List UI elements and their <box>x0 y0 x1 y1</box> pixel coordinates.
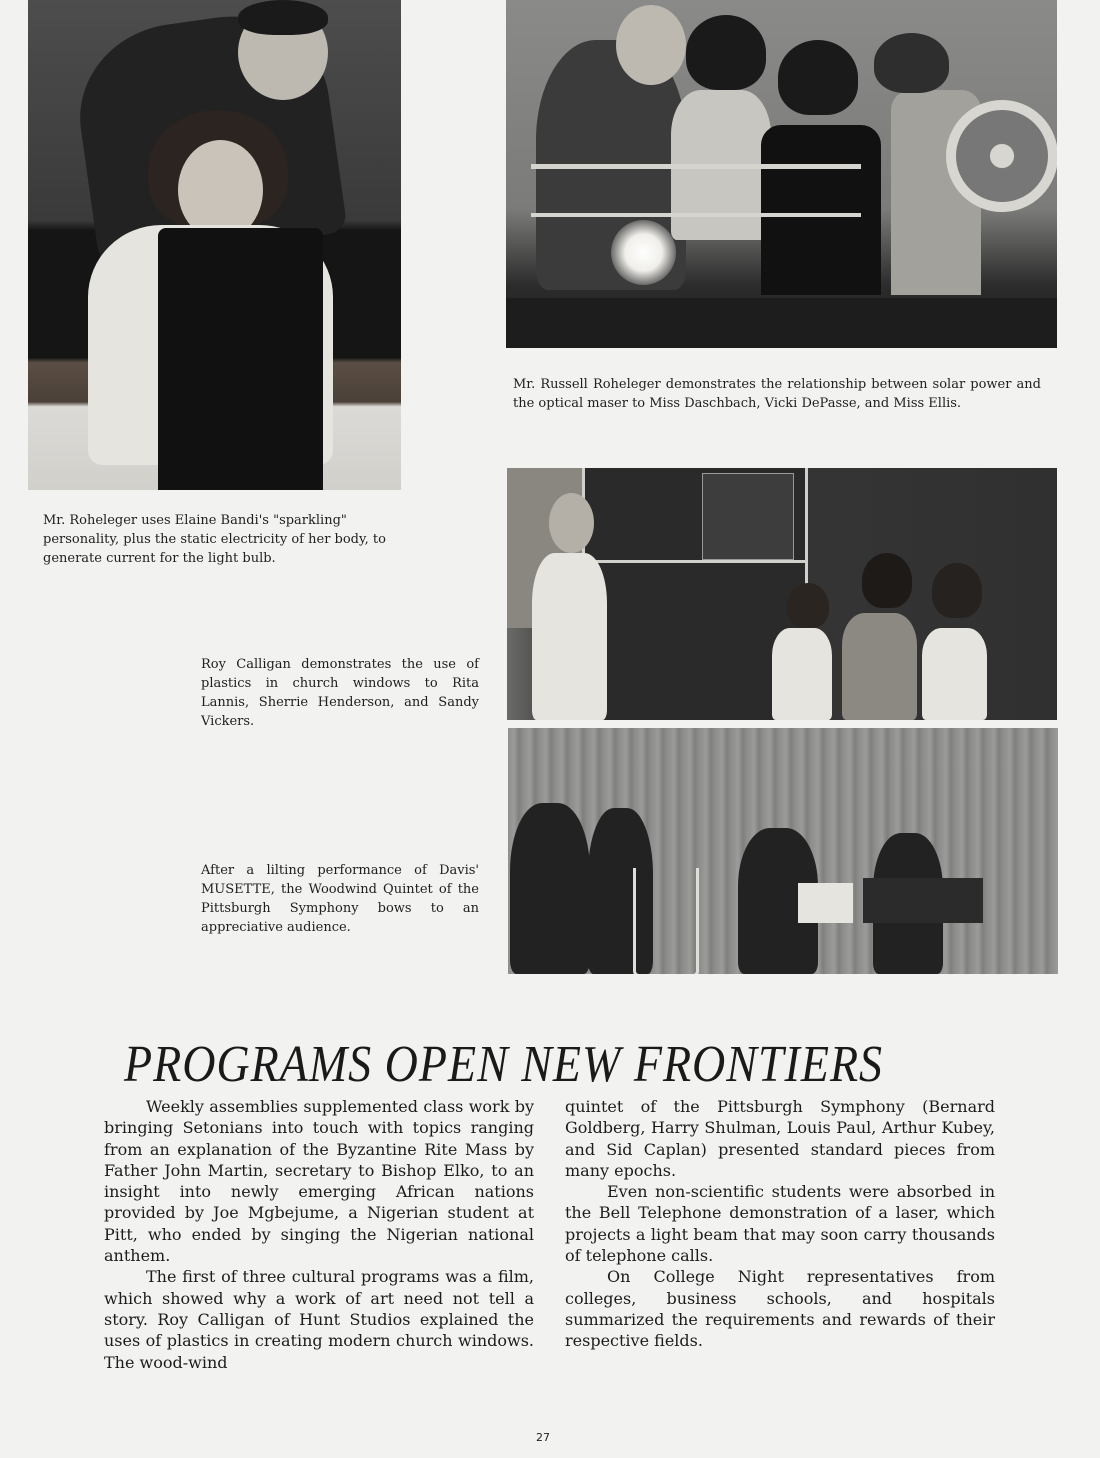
lannis-hair <box>787 583 829 628</box>
article-paragraph: The first of three cultural programs was a film, which showed why a work of art need not tell a story. Roy Calligan of Hunt Studios explained the uses of plastics in creating modern church windows. The wood-wind <box>104 1267 534 1372</box>
article-headline: PROGRAMS OPEN NEW FRONTIERS <box>124 1035 884 1093</box>
article-column-left <box>104 1096 534 1373</box>
chair <box>633 868 699 974</box>
daschbach-hair <box>686 15 766 90</box>
photo-woodwind-quintet <box>508 728 1058 974</box>
vickers-figure <box>922 628 987 720</box>
henderson-figure <box>842 613 917 720</box>
depasse-hair <box>778 40 858 115</box>
ellis-hair <box>874 33 949 93</box>
roheleger-head <box>616 5 686 85</box>
film-reel <box>946 100 1057 212</box>
photo-maser-demonstration <box>506 0 1057 348</box>
maser-rail-bottom <box>531 213 861 217</box>
calligan-figure <box>532 553 607 720</box>
girl-vest <box>158 228 323 490</box>
lannis-figure <box>772 628 832 720</box>
caption-photo2: Mr. Russell Roheleger demonstrates the relationship between solar power and the optical maser to Miss Daschbach, Vicki DePasse, and Miss Ellis. <box>513 377 1041 411</box>
page-number: 27 <box>536 1431 550 1444</box>
article-paragraph: quintet of the Pittsburgh Symphony (Bernard Goldberg, Harry Shulman, Louis Paul, Arthur Kubey, and Sid Caplan) presented standard pieces from many epochs. <box>565 1097 995 1180</box>
music-stand-1 <box>798 883 853 923</box>
photo-plastics-church-windows <box>507 468 1057 720</box>
maser-rail-top <box>531 164 861 169</box>
depasse-figure <box>761 125 881 295</box>
photo-roheleger-static-electricity <box>28 0 401 490</box>
article-column-right <box>565 1096 995 1352</box>
article-paragraph: Even non-scientific students were absorbed in the Bell Telephone demonstration of a laser, which projects a light beam that may soon carry thousands of telephone calls. <box>565 1182 995 1266</box>
music-stand-2 <box>863 878 983 923</box>
man-hair <box>238 0 328 35</box>
henderson-hair <box>862 553 912 608</box>
vickers-hair <box>932 563 982 618</box>
flutist-bowing <box>510 803 590 974</box>
caption-photo3: Roy Calligan demonstrates the use of plastics in church windows to Rita Lannis, Sherrie Henderson, and Sandy Vickers. <box>201 657 479 729</box>
caption-photo4: After a lilting performance of Davis' MUSETTE, the Woodwind Quintet of the Pittsburgh Symphony bows to an appreciative audience. <box>201 863 479 935</box>
calligan-head <box>549 493 594 553</box>
stained-glass-madonna <box>702 473 794 560</box>
stage-table <box>506 298 1057 348</box>
article-paragraph: On College Night representatives from colleges, business schools, and hospitals summarized the requirements and rewards of their respective fields. <box>565 1267 995 1351</box>
caption-photo1: Mr. Roheleger uses Elaine Bandi's "sparkling" personality, plus the static electricity of her body, to generate current for the light bulb. <box>43 513 386 566</box>
sun-globe <box>611 220 676 285</box>
article-paragraph: Weekly assemblies supplemented class work by bringing Setonians into touch with topics ranging from an explanation of the Byzantine Rite Mass by Father John Martin, secretary to Bishop Elko, to an insight into newly emerging African nations provided by Joe Mgbejume, a Nigerian student at Pitt, who ended by singing the Nigerian national anthem. <box>104 1097 534 1266</box>
